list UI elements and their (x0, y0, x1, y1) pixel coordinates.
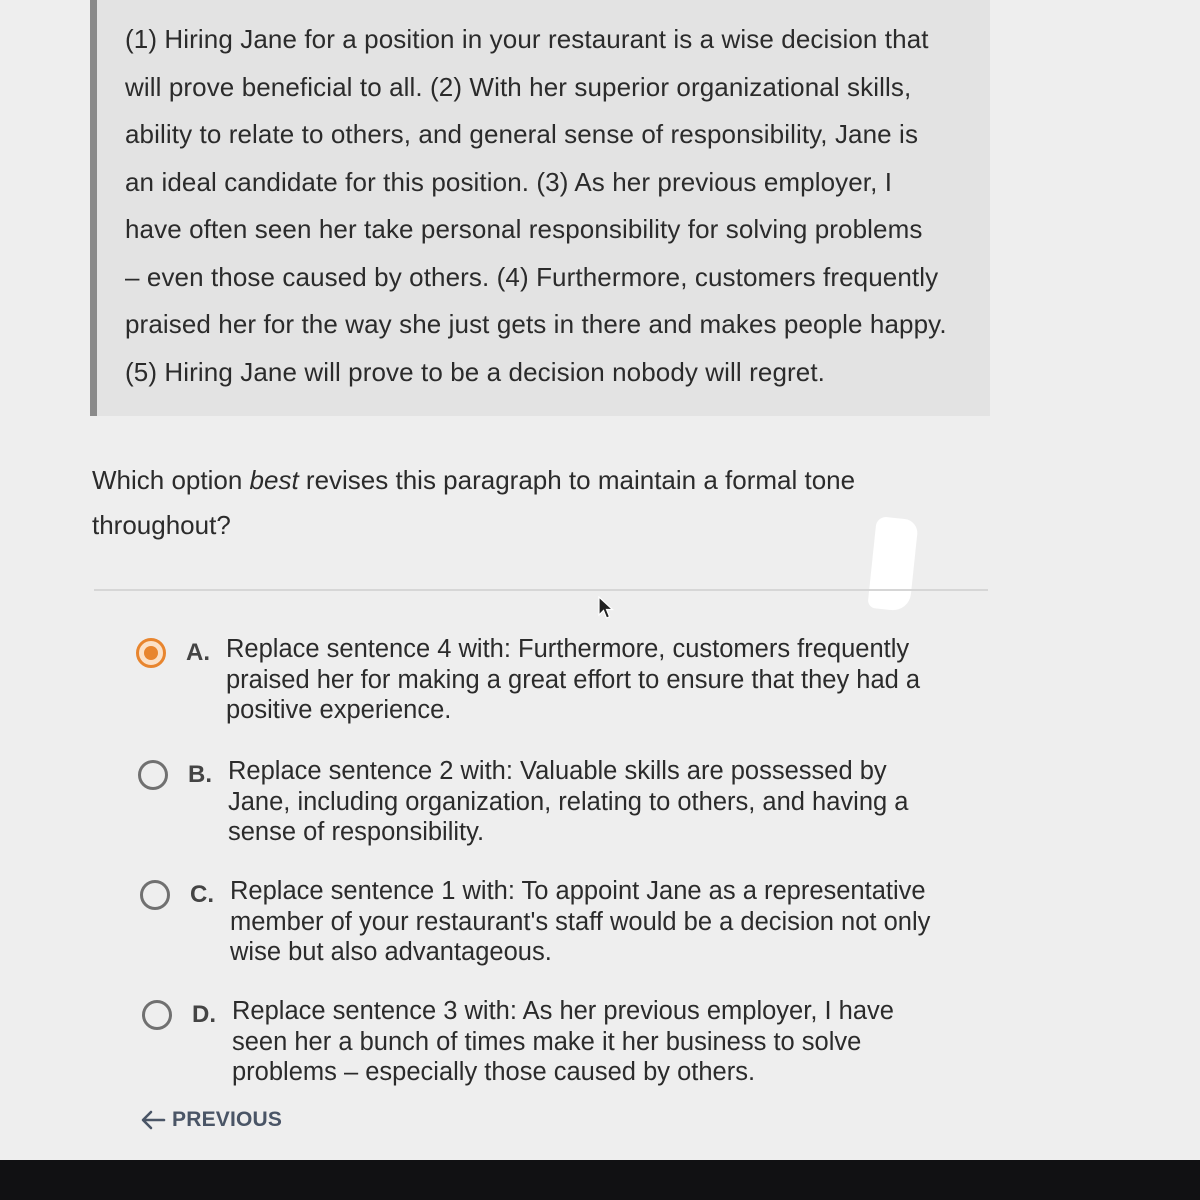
option-text: Replace sentence 3 with: As her previous employer, I have seen her a bunch of times make it her business to solve problems – especially those caused by others. (232, 997, 894, 1086)
passage-line: (5) Hiring Jane will prove to be a decision nobody will regret. (125, 356, 825, 387)
answer-option-d[interactable] (142, 996, 952, 1088)
previous-label: PREVIOUS (172, 1108, 283, 1131)
radio-a-selected[interactable] (136, 638, 166, 668)
question-emphasis: best (249, 465, 299, 495)
answer-option-a[interactable] (136, 634, 946, 726)
option-letter: C. (190, 881, 214, 908)
screen-glare (867, 516, 918, 612)
radio-b[interactable] (138, 760, 168, 790)
monitor-bezel (0, 1160, 1200, 1200)
question-prompt (92, 458, 912, 548)
question-text-end: revises this paragraph to maintain a formal tone throughout? (92, 465, 856, 540)
question-text-start: Which option (92, 465, 250, 495)
option-letter: D. (192, 1001, 216, 1028)
option-text: Replace sentence 2 with: Valuable skills are possessed by Jane, including organization, relating to others, and having a sense of responsibility. (228, 757, 909, 846)
divider (94, 589, 988, 591)
passage-line: have often seen her take personal responsibility for solving problems (125, 214, 923, 244)
passage-line: an ideal candidate for this position. (3) As her previous employer, I (125, 166, 893, 197)
answer-option-c[interactable] (140, 876, 950, 968)
passage-line: (1) Hiring Jane for a position in your restaurant is a wise decision that (125, 24, 929, 54)
passage-line: praised her for the way she just gets in there and makes people happy. (125, 309, 947, 339)
passage-line: – even those caused by others. (4) Furthermore, customers frequently (125, 261, 939, 292)
option-letter: B. (188, 761, 212, 788)
passage-text (125, 16, 970, 396)
passage-line: ability to relate to others, and general sense of responsibility, Jane is (125, 119, 919, 149)
radio-c[interactable] (140, 880, 170, 910)
answer-option-b[interactable] (138, 756, 948, 848)
option-letter: A. (186, 639, 210, 666)
mouse-pointer-icon (598, 596, 614, 620)
option-text: Replace sentence 1 with: To appoint Jane as a representative member of your restaurant's staff would be a decision not only wise but also advantageous. (230, 877, 931, 966)
passage-line: will prove beneficial to all. (2) With her superior organizational skills, (125, 71, 912, 102)
passage-block (90, 0, 990, 416)
radio-d[interactable] (142, 1000, 172, 1030)
arrow-left-icon (140, 1109, 166, 1131)
option-text: Replace sentence 4 with: Furthermore, customers frequently praised her for making a great effort to ensure that they had a positive experience. (226, 635, 921, 724)
previous-button[interactable] (140, 1108, 282, 1132)
